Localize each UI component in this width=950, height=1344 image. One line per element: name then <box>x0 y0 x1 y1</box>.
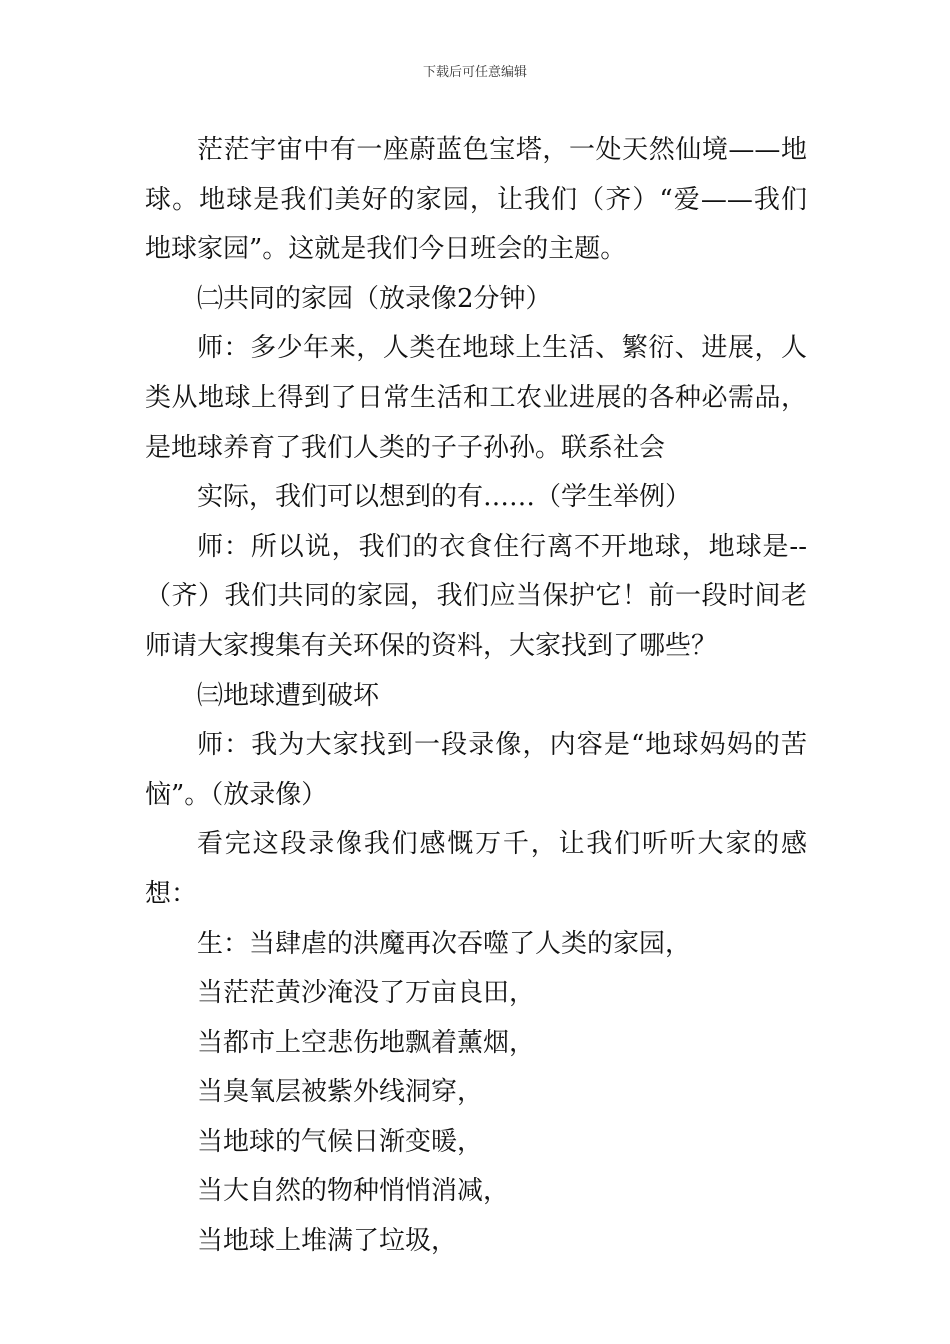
paragraph-teacher-protect-earth: 师：所以说，我们的衣食住行离不开地球，地球是--（齐）我们共同的家园，我们应当保护它！前一段时间老师请大家搜集有关环保的资料，大家找到了哪些？ <box>145 531 807 661</box>
section-heading-earth-damaged: ㈢地球遭到破坏 <box>197 680 380 711</box>
document-body <box>145 126 807 1267</box>
poem-line: 当臭氧层被紫外线洞穿， <box>197 1077 484 1108</box>
paragraph-reflections: 看完这段录像我们感慨万千，让我们听听大家的感想： <box>145 829 807 909</box>
poem-line: 当茫茫黄沙淹没了万亩良田， <box>197 978 536 1009</box>
poem-line: 生：当肆虐的洪魔再次吞噬了人类的家园， <box>197 928 692 959</box>
section-heading-shared-home: ㈡共同的家园（放录像2分钟） <box>197 283 552 314</box>
page-header-note: 下载后可任意编辑 <box>422 65 527 80</box>
paragraph-student-examples: 实际，我们可以想到的有……（学生举例） <box>197 482 692 513</box>
poem-line: 当大自然的物种悄悄消减， <box>197 1176 510 1207</box>
poem-line: 当地球的气候日渐变暖， <box>197 1126 484 1157</box>
poem-line: 当地球上堆满了垃圾， <box>197 1226 458 1257</box>
paragraph-teacher-earth-provides: 师：多少年来，人类在地球上生活、繁衍、进展，人类从地球上得到了日常生活和工农业进展的各种必需品，是地球养育了我们人类的子子孙孙。联系社会 <box>145 333 807 463</box>
poem-line: 当都市上空悲伤地飘着薰烟， <box>197 1027 536 1058</box>
paragraph-teacher-video: 师：我为大家找到一段录像，内容是“地球妈妈的苦恼”。（放录像） <box>145 730 807 810</box>
paragraph-intro: 茫茫宇宙中有一座蔚蓝色宝塔，一处天然仙境——地球。地球是我们美好的家园，让我们（齐）“爱——我们地球家园”。这就是我们今日班会的主题。 <box>145 135 807 265</box>
